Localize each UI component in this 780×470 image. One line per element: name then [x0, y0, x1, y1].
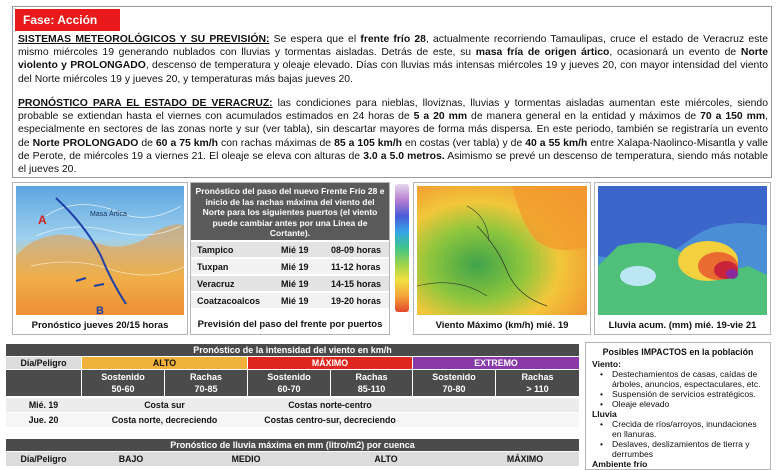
wind-sub-range: 85-110: [357, 384, 386, 394]
p2-text: de manera general en la entidad y máximos de: [467, 111, 701, 123]
port-hours: 14-15 horas: [331, 279, 382, 289]
wind-sub-range: 70-80: [442, 384, 466, 394]
wind-map-graphic: [417, 186, 587, 315]
synoptic-map-panel: [12, 182, 188, 335]
p1-text: , descenso de temperatura y oleaje elevado. Días con lluvias más intensas miércoles 19 y jueves 20, con mayor intensidad del viento del Norte miércoles 19 y jueves 20, y temperaturas más bajas jueves 20.: [18, 60, 768, 85]
wind-sub-label: Rachas: [189, 372, 223, 382]
rain-level-label: MEDIO: [231, 454, 261, 464]
wind-row: [6, 398, 579, 412]
meteorological-systems-paragraph: [18, 33, 768, 86]
port-hours: 08-09 horas: [331, 245, 382, 255]
impact-item: • Oleaje elevado: [610, 399, 764, 409]
impacts-group-cold: Ambiente frío: [592, 459, 648, 469]
rain-level-label: BAJO: [118, 454, 144, 464]
rain-map-caption: Lluvia acum. (mm) mié. 19-vie 21: [595, 318, 770, 334]
p2-bold: 5 a 20 mm: [413, 111, 468, 123]
port-day: Mié 19: [281, 245, 309, 255]
p2-text: las condiciones para nieblas, lloviznas, lluvias y tormentas aisladas aumentan este miércoles, siendo probable se extiendan hasta el viernes con acumulados estimados en 24 horas de: [18, 98, 768, 123]
rain-level-header: [6, 452, 579, 466]
wind-row-day: Jue. 20: [28, 415, 59, 425]
p1-bold: frente frío 28: [360, 34, 426, 45]
wind-level-label: ALTO: [152, 358, 177, 368]
port-row: [191, 259, 389, 275]
wind-sub-header: [413, 370, 495, 396]
wind-sub-range: 60-70: [277, 384, 301, 394]
synoptic-map-graphic: [16, 186, 184, 315]
wind-sub-label: Sostenido: [101, 372, 145, 382]
p1-text: , actualmente recorriendo Tamaulipas, cruce el estado de Veracruz este mismo miércoles 19 generando nublados con lluvias y tormentas aisladas. Detrás de este, su: [18, 34, 768, 59]
p1-bold: masa fría de origen ártico: [475, 47, 610, 59]
rain-max-table: [6, 439, 579, 470]
wind-sub-header: [496, 370, 579, 396]
p2-text: de: [138, 137, 156, 149]
p2-text: Asimismo se prevé un descenso de temperatura, siendo más notable el jueves 20.: [18, 150, 768, 176]
p2-text: con rachas máximas de: [218, 137, 335, 149]
synoptic-map-label: Masa Ártica: [90, 211, 127, 218]
wind-day-hazard-cell: [6, 357, 81, 369]
veracruz-forecast-paragraph: [18, 97, 768, 176]
wind-row-alto: Costa norte, decreciendo: [111, 415, 218, 425]
rain-map-panel: [594, 182, 771, 335]
p2-bold: 85 a 105 km/h: [334, 137, 403, 149]
rain-table-title: Pronóstico de lluvia máxima en mm (litro/m2) por cuenca: [6, 439, 579, 451]
wind-row-day: Mié. 19: [28, 400, 59, 410]
wind-row-maximo: Costas norte-centro: [288, 400, 372, 410]
p2-bold: 60 a 75 km/h: [155, 137, 219, 149]
bulletin-box: [12, 6, 772, 178]
svg-text:A: A: [38, 213, 47, 227]
wind-sub-label: Rachas: [355, 372, 388, 382]
wind-row-alto: Costa sur: [144, 400, 185, 410]
port-row: [191, 293, 389, 309]
wind-map-caption: Viento Máximo (km/h) mié. 19: [414, 318, 590, 334]
wind-table-title: Pronóstico de la intensidad del viento en km/h: [6, 344, 579, 356]
impact-item: • Crecida de ríos/arroyos, inundaciones en llanuras.: [610, 419, 764, 439]
p1-bold: Norte violento y PROLONGADO: [18, 47, 768, 72]
rain-map-image: [598, 186, 767, 315]
p1-text: , ocasionará un evento de: [609, 47, 741, 59]
wind-map-panel: [413, 182, 591, 335]
impact-item: • Destechamientos de casas, caídas de árboles, anuncios, espectaculares, etc.: [610, 369, 764, 389]
wind-sub-range: 50-60: [111, 384, 135, 394]
synoptic-map-caption: Pronóstico jueves 20/15 horas: [13, 318, 187, 334]
port-name: Tampico: [197, 245, 234, 255]
port-name: Coatzacoalcos: [197, 296, 261, 306]
wind-level-maximo: [248, 357, 412, 369]
wind-sub-range: 70-85: [194, 384, 218, 394]
port-day: Mié 19: [281, 262, 309, 272]
port-row: [191, 276, 389, 292]
port-hours: 11-12 horas: [331, 262, 381, 272]
rain-level-label: MÁXIMO: [506, 454, 544, 464]
wind-sub-header: [331, 370, 412, 396]
wind-sub-label: Sostenido: [267, 372, 311, 382]
wind-row-maximo: Costas centro-sur, decreciendo: [264, 415, 396, 425]
p2-text: , especialmente en sectores de las zonas norte y sur (ver tabla), sin descartar mayores de forma más dispersa. En este periodo, también se registraría un evento de: [18, 111, 769, 149]
wind-row: [6, 413, 579, 427]
impacts-group-rain: Lluvia: [592, 409, 617, 419]
port-day: Mié 19: [281, 296, 309, 306]
wind-day-hazard-label: Día/Peligro: [20, 358, 67, 368]
wind-sub-header: [82, 370, 164, 396]
wind-sub-range: > 110: [526, 384, 549, 394]
wind-sub-label: Sostenido: [432, 372, 476, 382]
ports-front-panel: [190, 182, 390, 335]
ports-panel-caption: Previsión del paso del frente por puertos: [197, 319, 383, 330]
impact-item: • Suspensión de servicios estratégicos.: [610, 389, 764, 399]
wind-level-extremo: [413, 357, 579, 369]
svg-text:B: B: [96, 305, 104, 315]
p2-text: en costas (ver tabla) y de: [402, 137, 526, 149]
ports-panel-header: Pronóstico del paso del nuevo Frente Frío 28 e inicio de las rachas máxima del viento del Norte para los siguientes puertos (el viento puede cambiar antes por una Línea de Cortante).: [191, 183, 389, 240]
synoptic-map-image: [16, 186, 184, 315]
p2-bold: 70 a 150 mm: [700, 111, 766, 123]
wind-level-alto: [82, 357, 247, 369]
color-scale-bar: [395, 184, 409, 312]
port-day: Mié 19: [281, 279, 309, 289]
rain-day-hazard-label: Día/Peligro: [20, 454, 67, 464]
wind-intensity-table: [6, 344, 579, 436]
wind-sub-label: Rachas: [521, 372, 554, 382]
wind-sub-header: [248, 370, 330, 396]
p1-heading: SISTEMAS METEOROLÓGICOS Y SU PREVISIÓN:: [18, 34, 270, 45]
p2-bold: 3.0 a 5.0 metros.: [363, 150, 445, 162]
port-hours: 19-20 horas: [331, 296, 382, 306]
impacts-box: [585, 342, 771, 470]
p1-text: Se espera que el: [269, 34, 361, 45]
wind-level-label: EXTREMO: [474, 358, 518, 368]
wind-level-label: MÁXIMO: [311, 358, 349, 368]
p2-bold: 40 a 55 km/h: [525, 137, 588, 149]
rain-level-label: ALTO: [374, 454, 398, 464]
port-row: [191, 242, 389, 258]
port-name: Veracruz: [197, 279, 235, 289]
wind-sub-header: [165, 370, 247, 396]
port-name: Tuxpan: [197, 262, 229, 272]
rain-map-graphic: [598, 186, 767, 315]
phase-badge: Fase: Acción: [15, 9, 120, 31]
p2-text: entre Xalapa-Naolinco-Misantla y valle de Perote, de miércoles 19 a viernes 21. El oleaje se eleva con alturas de: [18, 137, 769, 162]
wind-map-image: [417, 186, 587, 315]
impacts-group-wind: Viento:: [592, 359, 621, 369]
impacts-list: [610, 369, 764, 409]
impacts-title: Posibles IMPACTOS en la población: [602, 347, 754, 357]
wind-sub-blank: [6, 370, 81, 396]
impact-item: • Deslaves, deslizamientos de tierra y derrumbes: [610, 439, 764, 459]
p2-heading: PRONÓSTICO PARA EL ESTADO DE VERACRUZ:: [18, 98, 273, 109]
p2-bold: Norte PROLONGADO: [32, 137, 139, 149]
impacts-list: [610, 419, 764, 459]
